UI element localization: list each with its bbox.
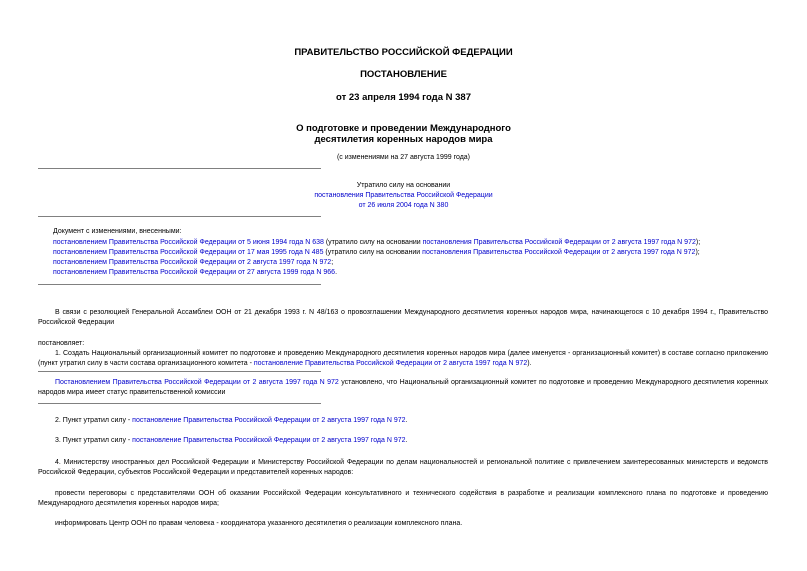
paragraph-2-text: 2. Пункт утратил силу - [55,417,133,424]
amendment-end: ); [695,249,700,256]
status-note-link[interactable]: Постановлением Правительства Российской Федерации от 2 августа 1997 года N 972 [55,379,339,386]
preamble: В связи с резолюцией Генеральной Ассамблеи ООН от 21 декабря 1993 г. N 48/163 о провозглашении Международного десятилетия коренных народов мира, начинающегося с 10 декабря 1994 г., Правительство Российской Федерации [38,309,768,326]
paragraph-3 [38,436,768,446]
divider [38,371,321,372]
amendment-link[interactable]: постановлением Правительства Российской Федерации от 27 августа 1999 года N 966 [53,269,336,276]
amendment-end: ); [695,239,701,246]
paragraph-1 [38,349,768,369]
decides-word: постановляет: [38,340,85,347]
document-title-line1: О подготовке и проведении Международного [296,123,511,134]
amendment-item [53,268,783,278]
paragraph-4a: провести переговоры с представителями ООН об оказании Российской Федерации консультативного и технического содействия в разработке и реализации комплексного плана по подготовке и проведению Международного десятилетия коренных народов мира; [38,490,768,507]
date-number-heading: от 23 апреля 1994 года N 387 [336,92,471,103]
status-note [38,378,768,398]
paragraph-3-text: 3. Пункт утратил силу - [55,437,133,444]
government-heading: ПРАВИТЕЛЬСТВО РОССИЙСКОЙ ФЕДЕРАЦИИ [294,47,513,58]
paragraph-3-link[interactable]: постановление Правительства Российской Федерации от 2 августа 1997 года N 972 [132,437,406,444]
amendment-end: . [335,269,338,276]
amendment-item [53,238,783,248]
paragraph-4b: информировать Центр ООН по правам человека - координатора указанного десятилетия о реализации комплексного плана. [55,520,463,527]
amendment-text: (утратило силу на основании [323,239,423,246]
paragraph-2-end: . [405,417,408,424]
paragraph-1-text: 1. Создать Национальный организационный комитет по подготовке и проведению Международного десятилетия коренных народов мира (далее именуется - организационный комитет) в составе согласно приложению (пункт утратил силу в части состава организационного комитета - [38,350,768,367]
status-note-text: установлено, что Национальный организационный комитет по подготовке и проведению Международного десятилетия коренных народов мира имеет статус правительственной комиссии [38,379,768,396]
amendments-intro: Документ с изменениями, внесенными: [53,228,182,235]
amendment-item [53,248,783,258]
repeal-notice-line1: Утратило силу на основании [356,182,451,189]
repeal-link[interactable]: постановления Правительства Российской Федерации [314,192,493,199]
amendment-item [53,258,783,268]
repeal-notice-link-date[interactable] [0,201,807,211]
amendment-link[interactable]: постановлением Правительства Российской Федерации от 5 июня 1994 года N 638 [53,239,324,246]
paragraph-3-end: . [405,437,408,444]
divider [38,216,321,217]
paragraph-1-link[interactable]: постановление Правительства Российской Федерации от 2 августа 1997 года N 972 [253,360,528,367]
divider [38,168,321,169]
amendment-link[interactable]: постановлением Правительства Российской Федерации от 2 августа 1997 года N 972 [53,259,332,266]
divider [38,403,321,404]
amendment-link[interactable]: постановлением Правительства Российской Федерации от 17 мая 1995 года N 485 [53,249,324,256]
paragraph-2-link[interactable]: постановление Правительства Российской Федерации от 2 августа 1997 года N 972 [132,417,406,424]
document-title-line2: десятилетия коренных народов мира [314,134,493,145]
repeal-link-date[interactable]: от 26 июля 2004 года N 380 [358,202,449,209]
amendment-text: (утратило силу на основании [323,249,423,256]
paragraph-2 [38,416,768,426]
amendment-end: ; [331,259,334,266]
document-type-heading: ПОСТАНОВЛЕНИЕ [360,69,447,80]
amendment-repeal-link[interactable]: постановления Правительства Российской Федерации от 2 августа 1997 года N 972 [422,249,696,256]
amendments-note: (с изменениями на 27 августа 1999 года) [336,154,471,161]
amendment-repeal-link[interactable]: постановления Правительства Российской Федерации от 2 августа 1997 года N 972 [422,239,696,246]
paragraph-1-end: ). [527,360,532,367]
paragraph-4: 4. Министерству иностранных дел Российской Федерации и Министерству Российской Федерации по делам национальностей и региональной политике с привлечением заинтересованных министерств и ведомств Российской Федерации, субъектов Российской Федерации и представителей коренных народов: [38,459,768,476]
repeal-notice-link[interactable] [0,191,807,201]
divider [38,284,321,285]
